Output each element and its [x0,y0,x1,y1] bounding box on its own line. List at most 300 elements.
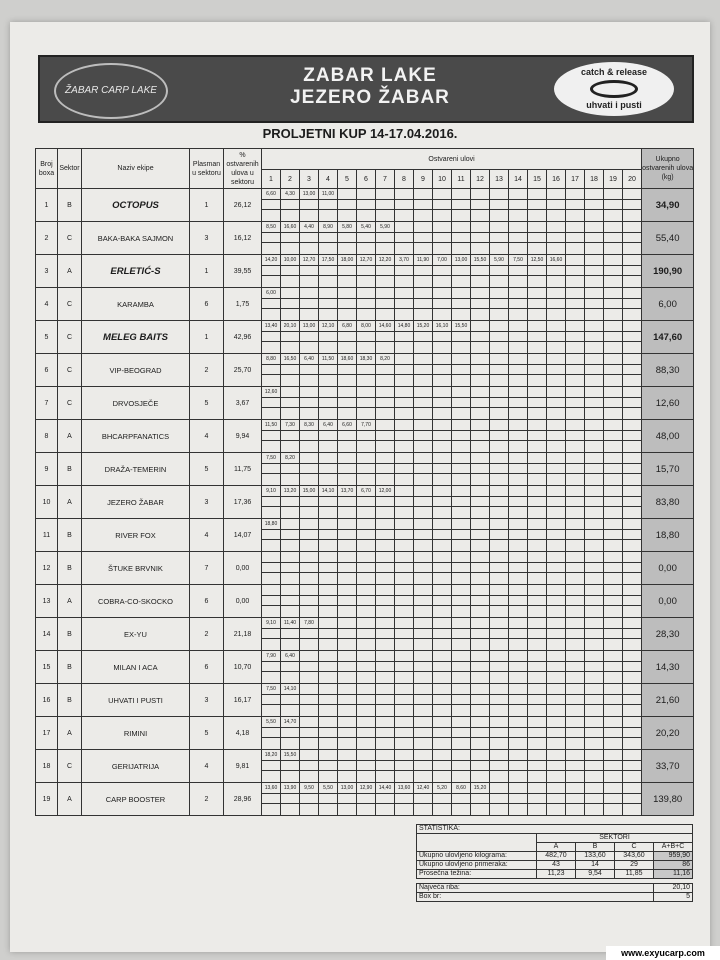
empty-cell [585,497,604,507]
empty-cell [281,761,300,771]
team-total: 83,80 [642,486,694,519]
empty-cell [566,629,585,639]
empty-cell [433,497,452,507]
catch-weight [585,651,604,662]
empty-cell [262,662,281,672]
catch-weight [452,750,471,761]
empty-cell [490,431,509,441]
catch-weight: 11,00 [319,189,338,200]
empty-cell [509,309,528,321]
empty-cell [319,540,338,552]
catch-number: 14 [509,170,528,189]
catch-weight [509,651,528,662]
catch-weight [604,189,623,200]
catch-weight [528,189,547,200]
catch-weight [604,288,623,299]
empty-cell [357,728,376,738]
empty-cell [547,507,566,519]
empty-cell [300,639,319,651]
catch-weight: 13,00 [300,189,319,200]
empty-cell [281,299,300,309]
catch-weight [338,651,357,662]
empty-cell [623,695,642,705]
empty-cell [604,342,623,354]
empty-cell [433,606,452,618]
catch-weight [604,684,623,695]
empty-cell [547,266,566,276]
empty-cell [300,365,319,375]
empty-cell [585,596,604,606]
empty-cell [490,398,509,408]
empty-cell [414,563,433,573]
empty-cell [585,210,604,222]
catch-weight [623,552,642,563]
empty-cell [547,474,566,486]
empty-cell [452,629,471,639]
empty-cell [566,266,585,276]
catch-weight [395,354,414,365]
catch-weight [319,750,338,761]
catch-weight: 7,30 [281,420,300,431]
catch-weight [528,453,547,464]
box-number: 10 [36,486,58,519]
empty-cell [490,507,509,519]
catch-weight [623,750,642,761]
empty-cell [471,497,490,507]
catch-weight: 9,10 [262,486,281,497]
catch-weight [604,387,623,398]
empty-cell [585,342,604,354]
empty-cell [604,309,623,321]
empty-cell [338,464,357,474]
empty-cell [357,695,376,705]
team-row [36,717,694,728]
empty-cell [490,210,509,222]
empty-cell [414,771,433,783]
empty-cell [414,507,433,519]
empty-cell [357,761,376,771]
empty-cell [262,672,281,684]
empty-cell [300,398,319,408]
catch-weight [623,255,642,266]
empty-cell [490,596,509,606]
empty-cell [471,375,490,387]
catch-weight: 16,60 [281,222,300,233]
empty-cell [452,375,471,387]
catch-weight [623,783,642,794]
empty-cell [433,761,452,771]
team-row [36,189,694,200]
empty-cell [566,474,585,486]
catch-weight [471,288,490,299]
empty-cell [566,563,585,573]
empty-cell [319,497,338,507]
empty-cell [585,738,604,750]
catch-weight [414,486,433,497]
empty-cell [547,200,566,210]
catch-number: 9 [414,170,433,189]
team-total: 48,00 [642,420,694,453]
catch-number: 2 [281,170,300,189]
empty-cell [490,276,509,288]
catch-weight [300,552,319,563]
empty-cell [433,794,452,804]
empty-cell [509,695,528,705]
empty-cell [281,474,300,486]
empty-cell [338,276,357,288]
empty-cell [528,771,547,783]
catch-weight [357,585,376,596]
catch-weight [585,519,604,530]
empty-cell [452,210,471,222]
catch-weight: 5,40 [357,222,376,233]
catch-weight [376,288,395,299]
empty-cell [623,540,642,552]
empty-cell [452,705,471,717]
catch-weight [623,222,642,233]
empty-cell [490,629,509,639]
catch-weight: 12,10 [319,321,338,332]
empty-cell [490,573,509,585]
empty-cell [604,398,623,408]
empty-cell [281,639,300,651]
catch-weight [528,552,547,563]
empty-cell [490,563,509,573]
empty-cell [300,771,319,783]
empty-cell [395,629,414,639]
fish-icon [590,80,638,98]
empty-cell [547,233,566,243]
catch-weight [452,684,471,695]
catch-weight [357,552,376,563]
empty-cell [300,332,319,342]
catch-weight [547,651,566,662]
empty-cell [414,738,433,750]
empty-cell [433,332,452,342]
empty-cell [395,639,414,651]
catch-weight [357,288,376,299]
biggest-fish-value: 20,10 [654,884,693,893]
catch-weight [604,486,623,497]
empty-cell [623,441,642,453]
catch-weight [300,387,319,398]
catch-weight: 8,80 [262,354,281,365]
title-line2: JEZERO ŽABAR [290,87,450,108]
empty-cell [528,375,547,387]
empty-cell [528,408,547,420]
empty-cell [357,573,376,585]
catch-weight [452,651,471,662]
empty-cell [357,738,376,750]
catch-weight [604,552,623,563]
catch-number: 13 [490,170,509,189]
catch-number: 10 [433,170,452,189]
empty-cell [566,596,585,606]
empty-cell [509,804,528,816]
empty-cell [262,474,281,486]
empty-cell [300,309,319,321]
empty-cell [281,662,300,672]
empty-cell [604,243,623,255]
empty-cell [281,497,300,507]
empty-cell [319,761,338,771]
empty-cell [452,563,471,573]
empty-cell [509,375,528,387]
catch-weight: 14,70 [281,717,300,728]
catch-number: 4 [319,170,338,189]
catch-weight [452,288,471,299]
box-number: 8 [36,420,58,453]
empty-cell [262,464,281,474]
sector: A [58,255,82,288]
empty-cell [262,375,281,387]
empty-cell [262,365,281,375]
empty-cell [566,573,585,585]
empty-cell [528,672,547,684]
empty-cell [281,573,300,585]
team-row [36,651,694,662]
catch-weight [281,387,300,398]
catch-weight [376,552,395,563]
empty-cell [509,276,528,288]
empty-cell [338,563,357,573]
empty-cell [452,639,471,651]
empty-cell [471,794,490,804]
catch-weight: 12,70 [300,255,319,266]
empty-cell [490,761,509,771]
empty-cell [357,266,376,276]
empty-cell [319,299,338,309]
team-total: 190,90 [642,255,694,288]
empty-cell [547,695,566,705]
catch-weight [376,717,395,728]
stats-value: 959,90 [654,852,693,861]
empty-cell [585,200,604,210]
catch-weight [623,519,642,530]
empty-cell [414,464,433,474]
catch-weight [547,552,566,563]
catch-percent: 0,00 [224,552,262,585]
catch-weight [509,387,528,398]
empty-cell [281,804,300,816]
catch-weight [585,750,604,761]
catch-number: 20 [623,170,642,189]
catch-weight [585,486,604,497]
catch-weight [471,453,490,464]
empty-cell [509,573,528,585]
empty-cell [376,639,395,651]
empty-cell [528,738,547,750]
catch-weight [604,354,623,365]
empty-cell [414,365,433,375]
catch-weight [414,684,433,695]
empty-cell [414,530,433,540]
empty-cell [300,563,319,573]
catch-weight: 14,20 [262,255,281,266]
empty-cell [262,540,281,552]
empty-cell [490,200,509,210]
empty-cell [623,276,642,288]
box-number: 13 [36,585,58,618]
empty-cell [300,540,319,552]
empty-cell [547,761,566,771]
catch-weight [471,684,490,695]
results-table [35,148,694,816]
empty-cell [262,738,281,750]
catch-weight [471,585,490,596]
empty-cell [262,705,281,717]
catch-weight: 14,10 [319,486,338,497]
catch-weight [338,684,357,695]
catch-number: 11 [452,170,471,189]
empty-cell [452,497,471,507]
empty-cell [604,606,623,618]
empty-cell [585,309,604,321]
empty-cell [623,408,642,420]
empty-cell [585,474,604,486]
col-box: Broj boxa [36,149,58,189]
empty-cell [281,794,300,804]
empty-cell [262,276,281,288]
empty-cell [623,563,642,573]
empty-cell [566,794,585,804]
empty-cell [452,441,471,453]
empty-cell [585,530,604,540]
empty-cell [623,243,642,255]
empty-cell [471,705,490,717]
empty-cell [623,233,642,243]
empty-cell [414,728,433,738]
team-row [36,321,694,332]
team-name: VIP-BEOGRAD [82,354,190,387]
empty-cell [585,728,604,738]
sector: B [58,453,82,486]
catch-weight [319,519,338,530]
empty-cell [471,200,490,210]
empty-cell [471,728,490,738]
empty-cell [604,332,623,342]
catch-weight [319,618,338,629]
empty-cell [376,375,395,387]
empty-cell [281,530,300,540]
empty-cell [338,728,357,738]
catch-weight [433,519,452,530]
catch-weight [414,651,433,662]
empty-cell [414,662,433,672]
empty-cell [300,342,319,354]
empty-cell [281,398,300,408]
empty-cell [319,563,338,573]
empty-cell [452,233,471,243]
sector-rank: 2 [190,618,224,651]
empty-cell [357,629,376,639]
catch-weight [509,552,528,563]
catch-weight: 7,50 [262,453,281,464]
empty-cell [623,672,642,684]
catch-weight [585,717,604,728]
empty-cell [490,540,509,552]
empty-cell [357,342,376,354]
empty-cell [319,695,338,705]
empty-cell [262,771,281,783]
empty-cell [414,794,433,804]
empty-cell [471,738,490,750]
empty-cell [604,540,623,552]
empty-cell [281,672,300,684]
catch-weight [376,420,395,431]
team-row [36,585,694,596]
empty-cell [262,639,281,651]
empty-cell [300,794,319,804]
empty-cell [623,474,642,486]
catch-weight [433,453,452,464]
catch-weight [338,618,357,629]
catch-weight [471,189,490,200]
empty-cell [528,606,547,618]
catch-weight: 11,40 [281,618,300,629]
catch-weight [376,387,395,398]
box-number: 19 [36,783,58,816]
catch-weight [547,420,566,431]
empty-cell [566,276,585,288]
catch-weight [585,354,604,365]
empty-cell [433,804,452,816]
empty-cell [395,233,414,243]
empty-cell [490,530,509,540]
empty-cell [471,596,490,606]
empty-cell [395,606,414,618]
sector-rank: 3 [190,222,224,255]
logo-right-bottom: uhvati i pusti [586,100,642,110]
box-number: 1 [36,189,58,222]
empty-cell [281,431,300,441]
empty-cell [319,705,338,717]
empty-cell [433,705,452,717]
sector-rank: 3 [190,684,224,717]
empty-cell [452,276,471,288]
empty-cell [566,243,585,255]
catch-weight: 13,40 [262,321,281,332]
empty-cell [452,596,471,606]
empty-cell [547,398,566,408]
team-name: EX-YU [82,618,190,651]
catch-weight: 12,70 [357,255,376,266]
empty-cell [585,408,604,420]
empty-cell [433,299,452,309]
sector: C [58,354,82,387]
team-total: 14,30 [642,651,694,684]
catch-weight: 4,40 [300,222,319,233]
empty-cell [623,464,642,474]
empty-cell [547,794,566,804]
empty-cell [319,629,338,639]
empty-cell [528,398,547,408]
empty-cell [281,695,300,705]
empty-cell [433,266,452,276]
catch-weight: 11,90 [414,255,433,266]
sector: A [58,486,82,519]
empty-cell [547,464,566,474]
catch-weight [395,750,414,761]
empty-cell [376,530,395,540]
team-total: 33,70 [642,750,694,783]
catch-weight [395,717,414,728]
catch-weight [585,189,604,200]
empty-cell [604,794,623,804]
catch-weight [281,552,300,563]
catch-weight: 18,60 [338,354,357,365]
empty-cell [433,276,452,288]
